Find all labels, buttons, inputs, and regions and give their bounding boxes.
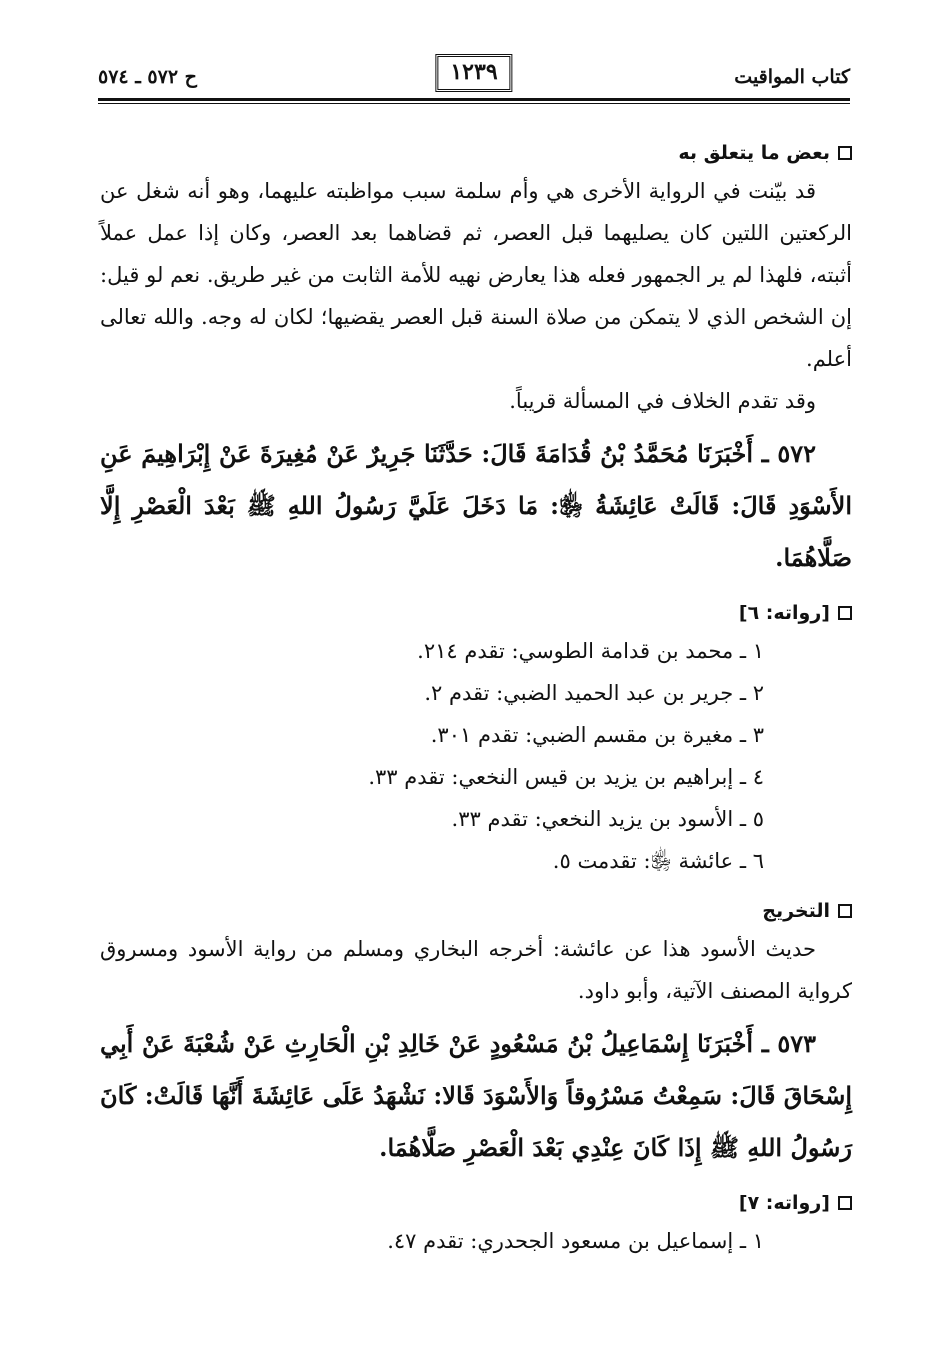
commentary-paragraph-2: وقد تقدم الخلاف في المسألة قريباً. bbox=[509, 389, 816, 413]
section-heading-narrators-573 bbox=[100, 1192, 852, 1214]
header-rule bbox=[98, 98, 850, 101]
hadith-range: ح ٥٧٢ ـ ٥٧٤ bbox=[98, 66, 197, 88]
page-header bbox=[98, 52, 850, 96]
section-heading-narrators-572 bbox=[100, 602, 852, 624]
section-heading-text: بعض ما يتعلق به bbox=[678, 142, 830, 164]
section-heading-text: التخريج bbox=[762, 900, 830, 922]
book-title: كتاب المواقيت bbox=[734, 66, 850, 88]
hadith-573: ٥٧٣ ـ أَخْبَرَنَا إِسْمَاعِيلُ بْنُ مَسْعُودٍ عَنْ خَالِدِ بْنِ الْحَارِثِ عَنْ شُعْبَةَ عَنْ أَبِي إِسْحَاقَ قَالَ: سَمِعْتُ مَسْرُوقاً وَالأَسْوَدَ قَالا: نَشْهَدُ عَلَى عَائِشَةَ أَنَّهَا قَالَتْ: كَانَ رَسُولُ اللهِ ﷺ إِذَا كَانَ عِنْدِي بَعْدَ الْعَصْرِ صَلَّاهُمَا. bbox=[100, 1029, 852, 1162]
square-bullet-icon bbox=[838, 146, 852, 160]
section-heading-takhrij bbox=[100, 900, 852, 922]
list-item: ٢ ـ جرير بن عبد الحميد الضبي: تقدم ٢. bbox=[424, 681, 764, 705]
page-content bbox=[100, 142, 852, 1262]
page-number: ١٢٣٩ bbox=[435, 54, 512, 92]
list-item: ٣ ـ مغيرة بن مقسم الضبي: تقدم ٣٠١. bbox=[430, 723, 764, 747]
section-heading-text: [رواته: ٧] bbox=[738, 1192, 830, 1214]
section-heading-text: [رواته: ٦] bbox=[738, 602, 830, 624]
hadith-572: ٥٧٢ ـ أَخْبَرَنَا مُحَمَّدُ بْنُ قُدَامَةَ قَالَ: حَدَّثَنَا جَرِيرٌ عَنْ مُغِيرَةَ عَنْ إِبْرَاهِيمَ عَنِ الأَسْوَدِ قَالَ: قَالَتْ عَائِشَةُ ﵂: مَا دَخَلَ عَلَيَّ رَسُولُ اللهِ ﷺ بَعْدَ الْعَصْرِ إِلَّا صَلَّاهُمَا. bbox=[100, 439, 852, 572]
commentary-paragraph: قد بيّنت في الرواية الأخرى هي وأم سلمة سبب مواظبته عليهما، وهو أنه شغل عن الركعتين اللتين كان يصليهما قبل العصر، ثم قضاهما بعد العصر، وكان إذا عمل عملاً أثبته، فلهذا لم ير الجمهور فعله هذا يعارض نهيه للأمة الثابت من غير طريق. نعم لو قيل: إن الشخص الذي لا يتمكن من صلاة السنة قبل العصر يقضيها؛ لكان له وجه. والله تعالى أعلم. bbox=[100, 179, 852, 371]
takhrij-paragraph: حديث الأسود هذا عن عائشة: أخرجه البخاري ومسلم من رواية الأسود ومسروق كرواية المصنف الآتية، وأبو داود. bbox=[100, 937, 852, 1003]
section-heading-related bbox=[100, 142, 852, 164]
narrators-list-573 bbox=[100, 1220, 852, 1262]
square-bullet-icon bbox=[838, 1196, 852, 1210]
square-bullet-icon bbox=[838, 606, 852, 620]
list-item: ٤ ـ إبراهيم بن يزيد بن قيس النخعي: تقدم ٣٣. bbox=[368, 765, 764, 789]
list-item: ١ ـ إسماعيل بن مسعود الجحدري: تقدم ٤٧. bbox=[387, 1229, 764, 1253]
list-item: ٦ ـ عائشة ﵂: تقدمت ٥. bbox=[552, 849, 764, 873]
list-item: ٥ ـ الأسود بن يزيد النخعي: تقدم ٣٣. bbox=[451, 807, 764, 831]
header-rule-thin bbox=[98, 103, 850, 104]
square-bullet-icon bbox=[838, 904, 852, 918]
list-item: ١ ـ محمد بن قدامة الطوسي: تقدم ٢١٤. bbox=[417, 639, 764, 663]
narrators-list-572 bbox=[100, 630, 852, 882]
